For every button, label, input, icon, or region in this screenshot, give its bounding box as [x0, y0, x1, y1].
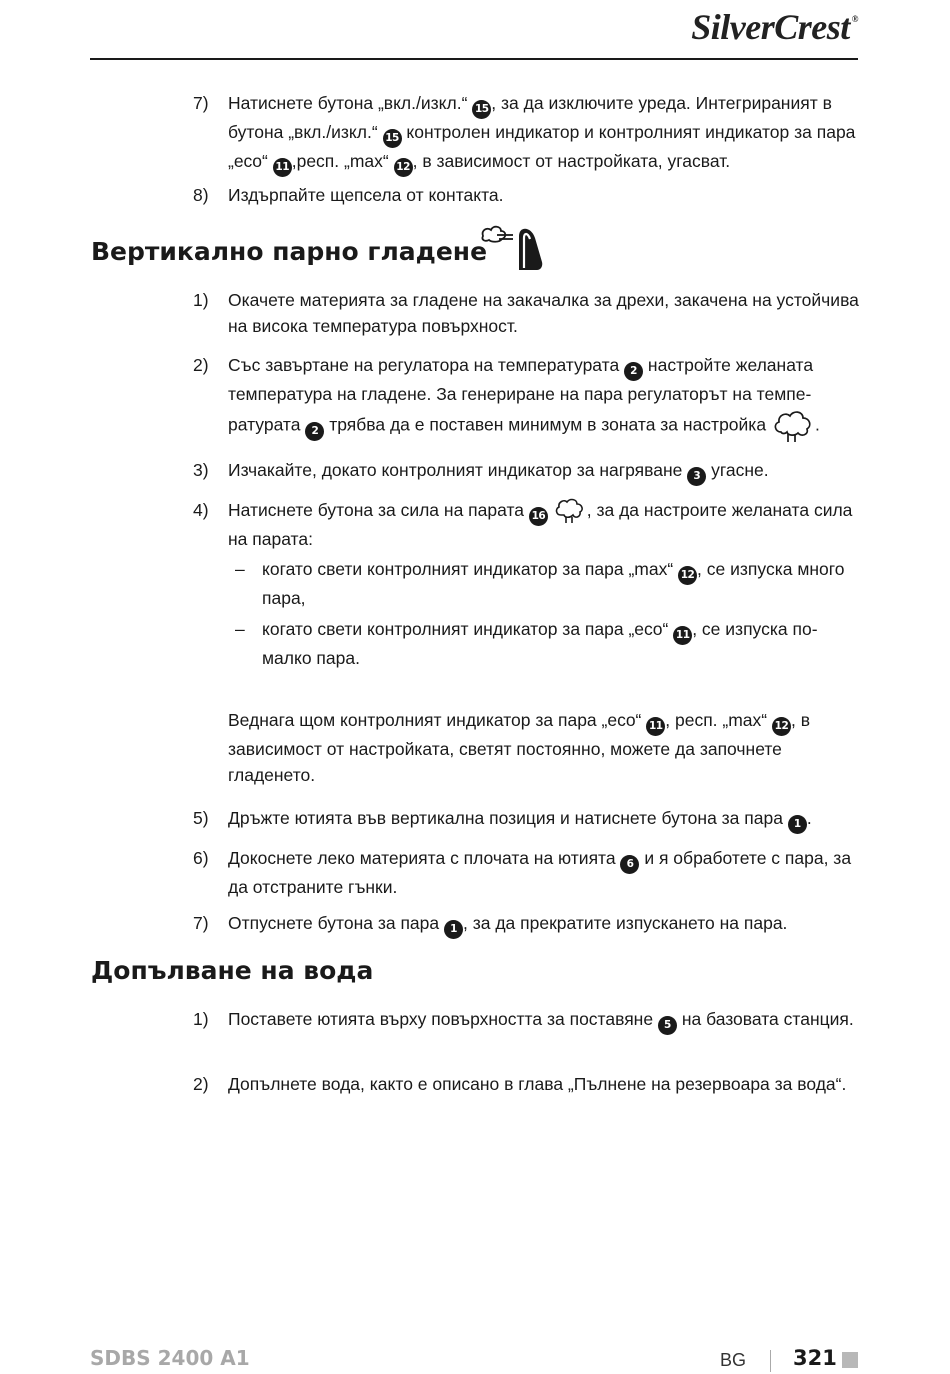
footer-model-number: SDBS 2400 A1 — [90, 1346, 250, 1370]
registered-mark: ® — [851, 14, 858, 24]
step-4-steam-strength — [193, 497, 860, 552]
header-rule — [90, 58, 858, 60]
step-number: 4) — [193, 500, 209, 520]
bullet-text: когато свети контролният индикатор за пара „eco“ 11 , се изпуска по-малко пара. — [262, 619, 818, 668]
step-text: Окачете материята за гладене на закачалка за дрехи, закачена на устойчива на висока температура повърхност. — [228, 290, 859, 336]
step-7-release-steam — [193, 910, 860, 939]
step-number: 7) — [193, 913, 209, 933]
footer-divider — [770, 1350, 771, 1372]
step-3-wait-heating — [193, 457, 860, 486]
step-text: Допълнете вода, както е описано в глава „Пълнене на резервоара за вода“. — [228, 1074, 847, 1094]
step-number: 6) — [193, 848, 209, 868]
step-6-touch-fabric — [193, 845, 860, 900]
ref-15: 15 — [472, 100, 491, 119]
step-number: 1) — [193, 290, 209, 310]
step-text: Със завъртане на регулатора на температурата 2 настройте желаната температура на гладене. За генериране на пара регулаторът на темпе-ратурата 2 трябва да е поставен минимум в зоната за настройка . — [228, 352, 860, 444]
ref-12: 12 — [394, 158, 413, 177]
step-number: 5) — [193, 808, 209, 828]
ref-11: 11 — [273, 158, 292, 177]
ref-16: 16 — [529, 507, 548, 526]
step-number: 8) — [193, 185, 209, 205]
ref-12: 12 — [678, 566, 697, 585]
steam-zone-icon — [771, 408, 815, 444]
step-text: Отпуснете бутона за пара 1 , за да прекратите изпускането на пара. — [228, 910, 860, 939]
note-start-ironing: Веднага щом контролният индикатор за пара „eco“ 11 , респ. „max“ 12 , в зависимост от настройката, светят постоянно, можете да започнете гладенето. — [228, 710, 810, 785]
bullet-dash: – — [235, 559, 245, 579]
step-text: Издърпайте щепсела от контакта. — [228, 185, 504, 205]
step-2-set-temperature — [193, 352, 860, 444]
ref-1: 1 — [444, 920, 463, 939]
brand-name: SilverCrest — [691, 7, 850, 47]
refill-step-1 — [193, 1006, 860, 1035]
step-7-switch-off — [193, 90, 860, 177]
ref-12: 12 — [772, 717, 791, 736]
footer-square-marker — [842, 1352, 858, 1368]
step-text: Изчакайте, докато контролният индикатор за нагряване 3 угасне. — [228, 457, 860, 486]
page-number: 321 — [793, 1346, 837, 1370]
ref-2: 2 — [624, 362, 643, 381]
ref-15: 15 — [383, 129, 402, 148]
step-text: Натиснете бутона „вкл./изкл.“ 15 , за да изключите уреда. Интегрираният в бутона „вкл./изкл.“ 15 контролен индикатор и контролният индикатор за пара „eco“ 11 ,респ. „max“ 12 , в зависимост от настройката, угасват. — [228, 90, 860, 177]
refill-step-2 — [193, 1071, 860, 1097]
step-text: Натиснете бутона за сила на парата 16 , за да настроите желаната сила на парата: — [228, 497, 860, 552]
step-text: Дръжте ютията във вертикална позиция и натиснете бутона за пара 1 . — [228, 805, 860, 834]
vertical-steam-iron-icon — [479, 222, 549, 274]
step-number: 2) — [193, 355, 209, 375]
ref-3: 3 — [687, 467, 706, 486]
ref-2: 2 — [305, 422, 324, 441]
step-8-unplug — [193, 182, 860, 208]
step-number: 3) — [193, 460, 209, 480]
bullet-dash: – — [235, 619, 245, 639]
step-text: Поставете ютията върху повърхността за поставяне 5 на базовата станция. — [228, 1006, 860, 1035]
bullet-text: когато свети контролният индикатор за пара „max“ 12 , се изпуска много пара, — [262, 559, 845, 608]
step-text: Докоснете леко материята с плочата на ютията 6 и я обработете с пара, за да отстраните гънки. — [228, 848, 852, 897]
heading-text: Вертикално парно гладене — [91, 237, 488, 266]
step-number: 2) — [193, 1074, 209, 1094]
footer-language: BG — [720, 1350, 747, 1370]
step-number: 1) — [193, 1009, 209, 1029]
step-1-hang-fabric — [193, 287, 860, 339]
section-heading-refill-water — [91, 956, 373, 985]
bullet-eco-steam — [235, 616, 860, 671]
ref-5: 5 — [658, 1016, 677, 1035]
steam-strength-icon — [553, 497, 587, 525]
brand-logo — [691, 6, 858, 48]
step-5-hold-vertical — [193, 805, 860, 834]
ref-11: 11 — [673, 626, 692, 645]
ref-11: 11 — [646, 717, 665, 736]
section-heading-vertical-steam — [91, 237, 487, 266]
heading-text: Допълване на вода — [91, 956, 374, 985]
ref-1: 1 — [788, 815, 807, 834]
ref-6: 6 — [620, 855, 639, 874]
bullet-max-steam — [235, 556, 860, 611]
step-number: 7) — [193, 93, 209, 113]
